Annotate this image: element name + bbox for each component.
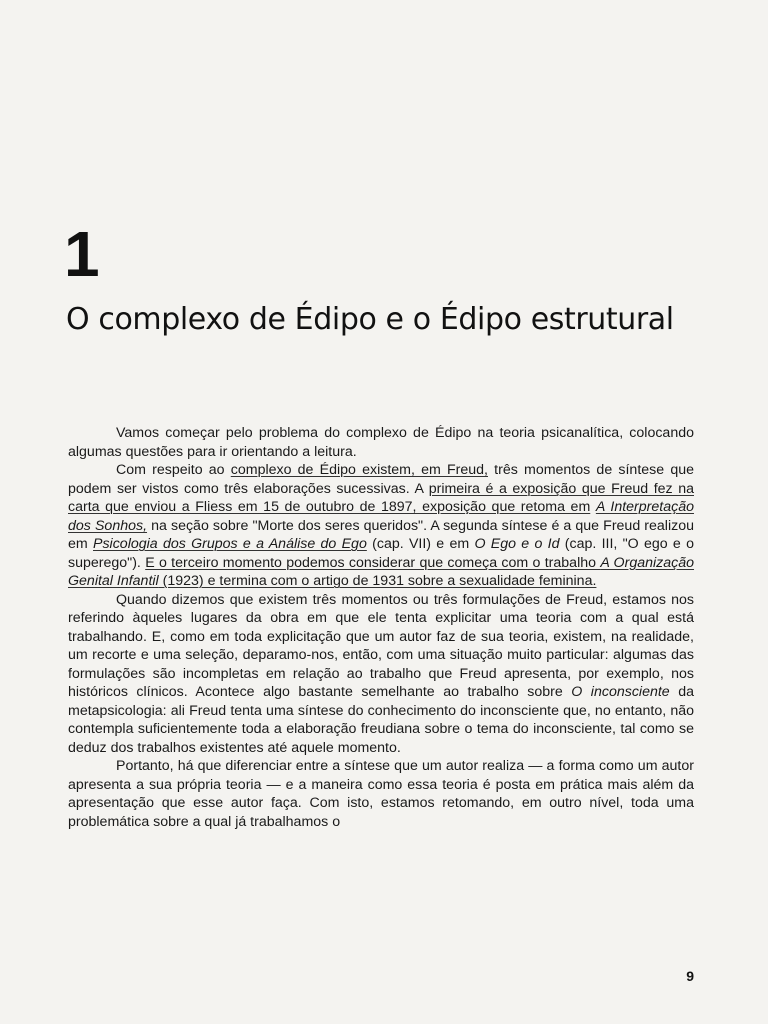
body-text — [68, 424, 694, 831]
paragraph-2-text: três momentos de síntese que podem ser vistos como três elaborações sucessivas. A — [68, 462, 694, 497]
underlined-text: primeira é a exposição que Freud fez na carta que enviou a Fliess em 15 de outubro de 1897, exposição que retoma em — [68, 480, 694, 515]
paragraph-2 — [68, 461, 694, 591]
underlined-text: (1923) e termina com o artigo de 1931 sobre a sexualidade feminina. — [158, 573, 597, 589]
paragraph-3-text: da metapsicologia: ali Freud tenta uma síntese do conhecimento do inconsciente que, no entanto, não contempla suficientemente toda a elaboração freudiana sobre o tema do inconsciente, tal como se deduz dos trabalhos existentes até aquele momento. — [68, 684, 694, 756]
page-number: 9 — [686, 968, 694, 984]
paragraph-3-text: Quando dizemos que existem três momentos ou três formulações de Freud, estamos nos referindo àqueles lugares da obra em que ele tenta explicitar uma teoria com a qual está trabalhando. E, como em toda explicitação que um autor faz de sua teoria, existem, na realidade, um recorte e uma seleção, deparamo-nos, então, com uma situação muito particular: algumas das formulações são incompletas em relação ao trabalho que Freud apresenta, por exemplo, nos históricos clínicos. Acontece algo bastante semelhante ao trabalho sobre — [68, 591, 694, 700]
underlined-text: E o terceiro momento podemos considerar que começa com o trabalho — [145, 554, 601, 571]
book-title-italic: A Organização Genital Infantil — [68, 554, 695, 589]
paragraph-2-text: na seção sobre "Morte dos seres queridos". A segunda síntese é a que Freud realizou em — [68, 517, 694, 552]
underlined-text: complexo de Édipo existem, em Freud, — [230, 462, 488, 478]
book-title-italic: O inconsciente — [571, 684, 670, 700]
paragraph-2-text: Com respeito ao — [116, 462, 231, 478]
book-title-italic: A Interpretação dos Sonhos, — [68, 499, 694, 534]
paragraph-2-text: (cap. VII) e em — [366, 536, 475, 552]
paragraph-1: Vamos começar pelo problema do complexo de Édipo na teoria psicanalítica, colocando algumas questões para ir orientando a leitura. — [68, 425, 694, 460]
paragraph-4: Portanto, há que diferenciar entre a síntese que um autor realiza — a forma como um autor apresenta a sua própria teoria — e a maneira como essa teoria é posta em prática mais além da apresentação que esse autor faça. Com isto, estamos retomando, em outro nível, toda uma problemática sobre a qual já trabalhamos o — [68, 758, 694, 830]
chapter-title: O complexo de Édipo e o Édipo estrutural — [66, 302, 674, 337]
book-title-italic: Psicologia dos Grupos e a Análise do Ego — [93, 536, 367, 552]
book-title-italic: O Ego e o Id — [474, 536, 560, 552]
chapter-number: 1 — [64, 218, 98, 290]
paragraph-3 — [68, 591, 694, 758]
paragraph-2-text: (cap. III, "O ego e o superego"). — [68, 536, 694, 571]
